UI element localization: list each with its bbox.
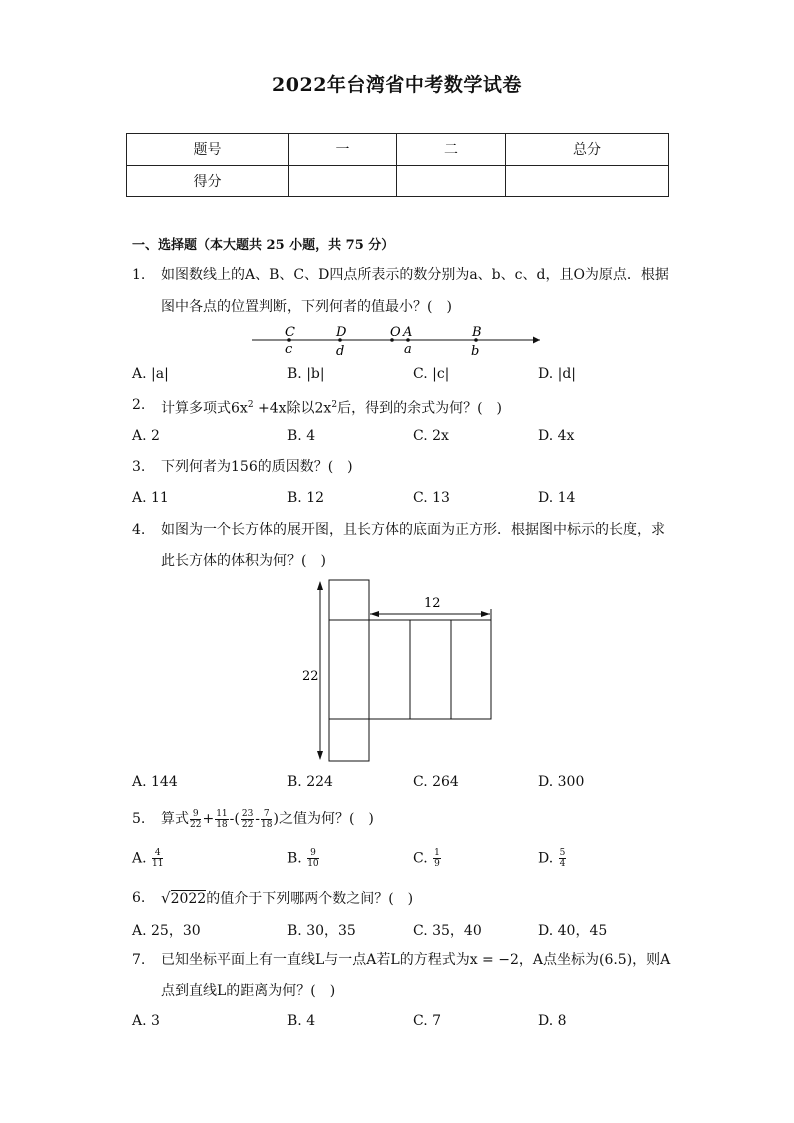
- label-b: b: [471, 344, 480, 359]
- table-row: [127, 134, 669, 166]
- option-b[interactable]: B. 4: [287, 1013, 316, 1029]
- dimension-label-22: 22: [302, 669, 319, 684]
- label-d: d: [336, 344, 345, 359]
- denominator: 4: [559, 859, 566, 869]
- fraction: [152, 848, 163, 869]
- option-letter: A.: [132, 850, 147, 867]
- arrow-up-icon: [317, 581, 323, 590]
- question-text-line: [161, 390, 502, 425]
- sqrt-icon: √: [161, 889, 171, 907]
- option-a[interactable]: A. 144: [132, 774, 178, 790]
- option-c[interactable]: C. 264: [413, 774, 459, 790]
- arrow-down-icon: [317, 751, 323, 760]
- net-side-faces: [369, 620, 491, 719]
- option-c[interactable]: C. 2x: [413, 428, 449, 444]
- score-table: [126, 133, 669, 197]
- option-c[interactable]: C. |c|: [413, 366, 450, 382]
- fraction: [433, 848, 441, 869]
- fraction: [190, 809, 201, 830]
- question-text-line: 如图为一个长方体的展开图，且长方体的底面为正方形．根据图中标示的长度，求: [161, 522, 665, 538]
- option-d[interactable]: D. 300: [538, 774, 585, 790]
- fraction: [261, 809, 272, 830]
- page-title: 2022年台湾省中考数学试卷: [272, 74, 522, 96]
- label-B: B: [472, 325, 482, 340]
- fraction: [241, 809, 254, 830]
- score-header-cell: 总分: [506, 134, 669, 166]
- question-text-line: 点到直线L的距离为何？( ): [161, 983, 336, 999]
- option-letter: D.: [538, 850, 554, 867]
- denominator: 10: [307, 859, 319, 869]
- score-cell: [289, 165, 397, 197]
- option-a[interactable]: A. |a|: [132, 366, 169, 382]
- q6-text-post: 的值介于下列哪两个数之间？( ): [206, 891, 414, 907]
- exponent: 2: [247, 400, 254, 410]
- question-number: 2.: [132, 397, 146, 413]
- question-text-line: 图中各点的位置判断，下列何者的值最小？( ): [161, 299, 452, 315]
- dimension-label-12: 12: [424, 596, 441, 611]
- option-d[interactable]: D. 4x: [538, 428, 575, 444]
- option-c[interactable]: C. 13: [413, 490, 450, 506]
- operator: -: [255, 811, 261, 827]
- option-d[interactable]: D. 8: [538, 1013, 567, 1029]
- question-text-line: 已知坐标平面上有一直线L与一点A若L的方程式为x = −2，A点坐标为(6.5)，则A: [161, 952, 671, 968]
- score-cell: [397, 165, 506, 197]
- option-c[interactable]: C. 7: [413, 1013, 442, 1029]
- label-D: D: [336, 325, 347, 340]
- option-a[interactable]: A. 25，30: [132, 923, 201, 939]
- question-text-line: [161, 883, 413, 915]
- option-d[interactable]: [538, 848, 567, 869]
- denominator: 18: [261, 819, 273, 830]
- numerator: 9: [190, 809, 201, 820]
- label-C: C: [285, 325, 295, 340]
- operator: +: [202, 811, 215, 827]
- numerator: 1: [434, 848, 440, 858]
- label-c: c: [285, 342, 293, 357]
- section-heading: 一、选择题（本大题共 25 小题，共 75 分）: [132, 238, 395, 253]
- option-a[interactable]: A. 2: [132, 428, 160, 444]
- option-c[interactable]: C. 35，40: [413, 923, 482, 939]
- label-a: a: [404, 342, 412, 357]
- option-d[interactable]: D. 14: [538, 490, 576, 506]
- q2-text-post: 后，得到的余式为何？( ): [337, 400, 503, 417]
- denominator: 18: [216, 819, 228, 830]
- score-cell: [506, 165, 669, 197]
- numerator: 4: [152, 848, 163, 859]
- denominator: 22: [241, 819, 254, 830]
- net-left-strip: [329, 580, 369, 761]
- arrow-head-icon: [533, 337, 540, 344]
- option-a[interactable]: A. 3: [132, 1013, 160, 1029]
- option-b[interactable]: B. 12: [287, 490, 325, 506]
- exponent: 2: [331, 400, 338, 410]
- option-d[interactable]: D. 40，45: [538, 923, 608, 939]
- question-number: 1.: [132, 267, 146, 283]
- question-text-line: 如图数线上的A、B、C、D四点所表示的数分别为a、b、c、d，且O为原点．根据: [161, 267, 669, 283]
- number-line-figure: [250, 322, 550, 362]
- option-letter: C.: [413, 850, 428, 867]
- numerator: 7: [261, 809, 272, 820]
- option-a[interactable]: A. 11: [132, 490, 169, 506]
- radicand: 2022: [170, 891, 207, 907]
- option-b[interactable]: [287, 848, 320, 869]
- q2-text-mid: +4x除以2x: [253, 400, 332, 417]
- question-number: 5.: [132, 811, 146, 827]
- fraction: [307, 848, 318, 869]
- question-number: 4.: [132, 522, 146, 538]
- table-row: [127, 165, 669, 197]
- q5-text-post: )之值为何？( ): [273, 811, 374, 827]
- option-b[interactable]: B. 30，35: [287, 923, 356, 939]
- option-d[interactable]: D. |d|: [538, 366, 577, 382]
- score-row-label: 得分: [127, 165, 289, 197]
- numerator: 5: [559, 848, 566, 858]
- numerator: 11: [216, 808, 228, 819]
- denominator: 22: [190, 819, 202, 830]
- option-c[interactable]: [413, 848, 442, 869]
- score-header-cell: 一: [289, 134, 397, 166]
- option-b[interactable]: B. 224: [287, 774, 333, 790]
- question-text-line: 此长方体的体积为何？( ): [161, 553, 326, 569]
- arrow-left-icon: [370, 611, 379, 617]
- option-b[interactable]: B. 4: [287, 428, 316, 444]
- question-number: 6.: [132, 890, 146, 906]
- question-text-line: 下列何者为156的质因数？( ): [161, 459, 353, 475]
- q2-text-pre: 计算多项式6x: [161, 400, 248, 417]
- question-number: 3.: [132, 459, 146, 475]
- fraction: [215, 809, 228, 830]
- score-header-cell: 二: [397, 134, 506, 166]
- denominator: 11: [152, 859, 164, 869]
- option-letter: B.: [287, 850, 302, 867]
- q5-text-pre: 算式: [161, 811, 189, 827]
- label-O: O: [390, 325, 401, 340]
- denominator: 9: [434, 859, 440, 869]
- label-A: A: [403, 325, 413, 340]
- operator: -(: [229, 811, 240, 827]
- arrow-right-icon: [481, 611, 490, 617]
- fraction: [559, 848, 567, 869]
- question-number: 7.: [132, 952, 146, 968]
- cuboid-net-figure: [298, 576, 498, 766]
- option-b[interactable]: B. |b|: [287, 366, 325, 382]
- score-header-cell: 题号: [127, 134, 289, 166]
- numerator: 9: [307, 848, 318, 859]
- option-a[interactable]: [132, 848, 164, 869]
- numerator: 23: [241, 808, 254, 819]
- question-text-line: [161, 804, 374, 835]
